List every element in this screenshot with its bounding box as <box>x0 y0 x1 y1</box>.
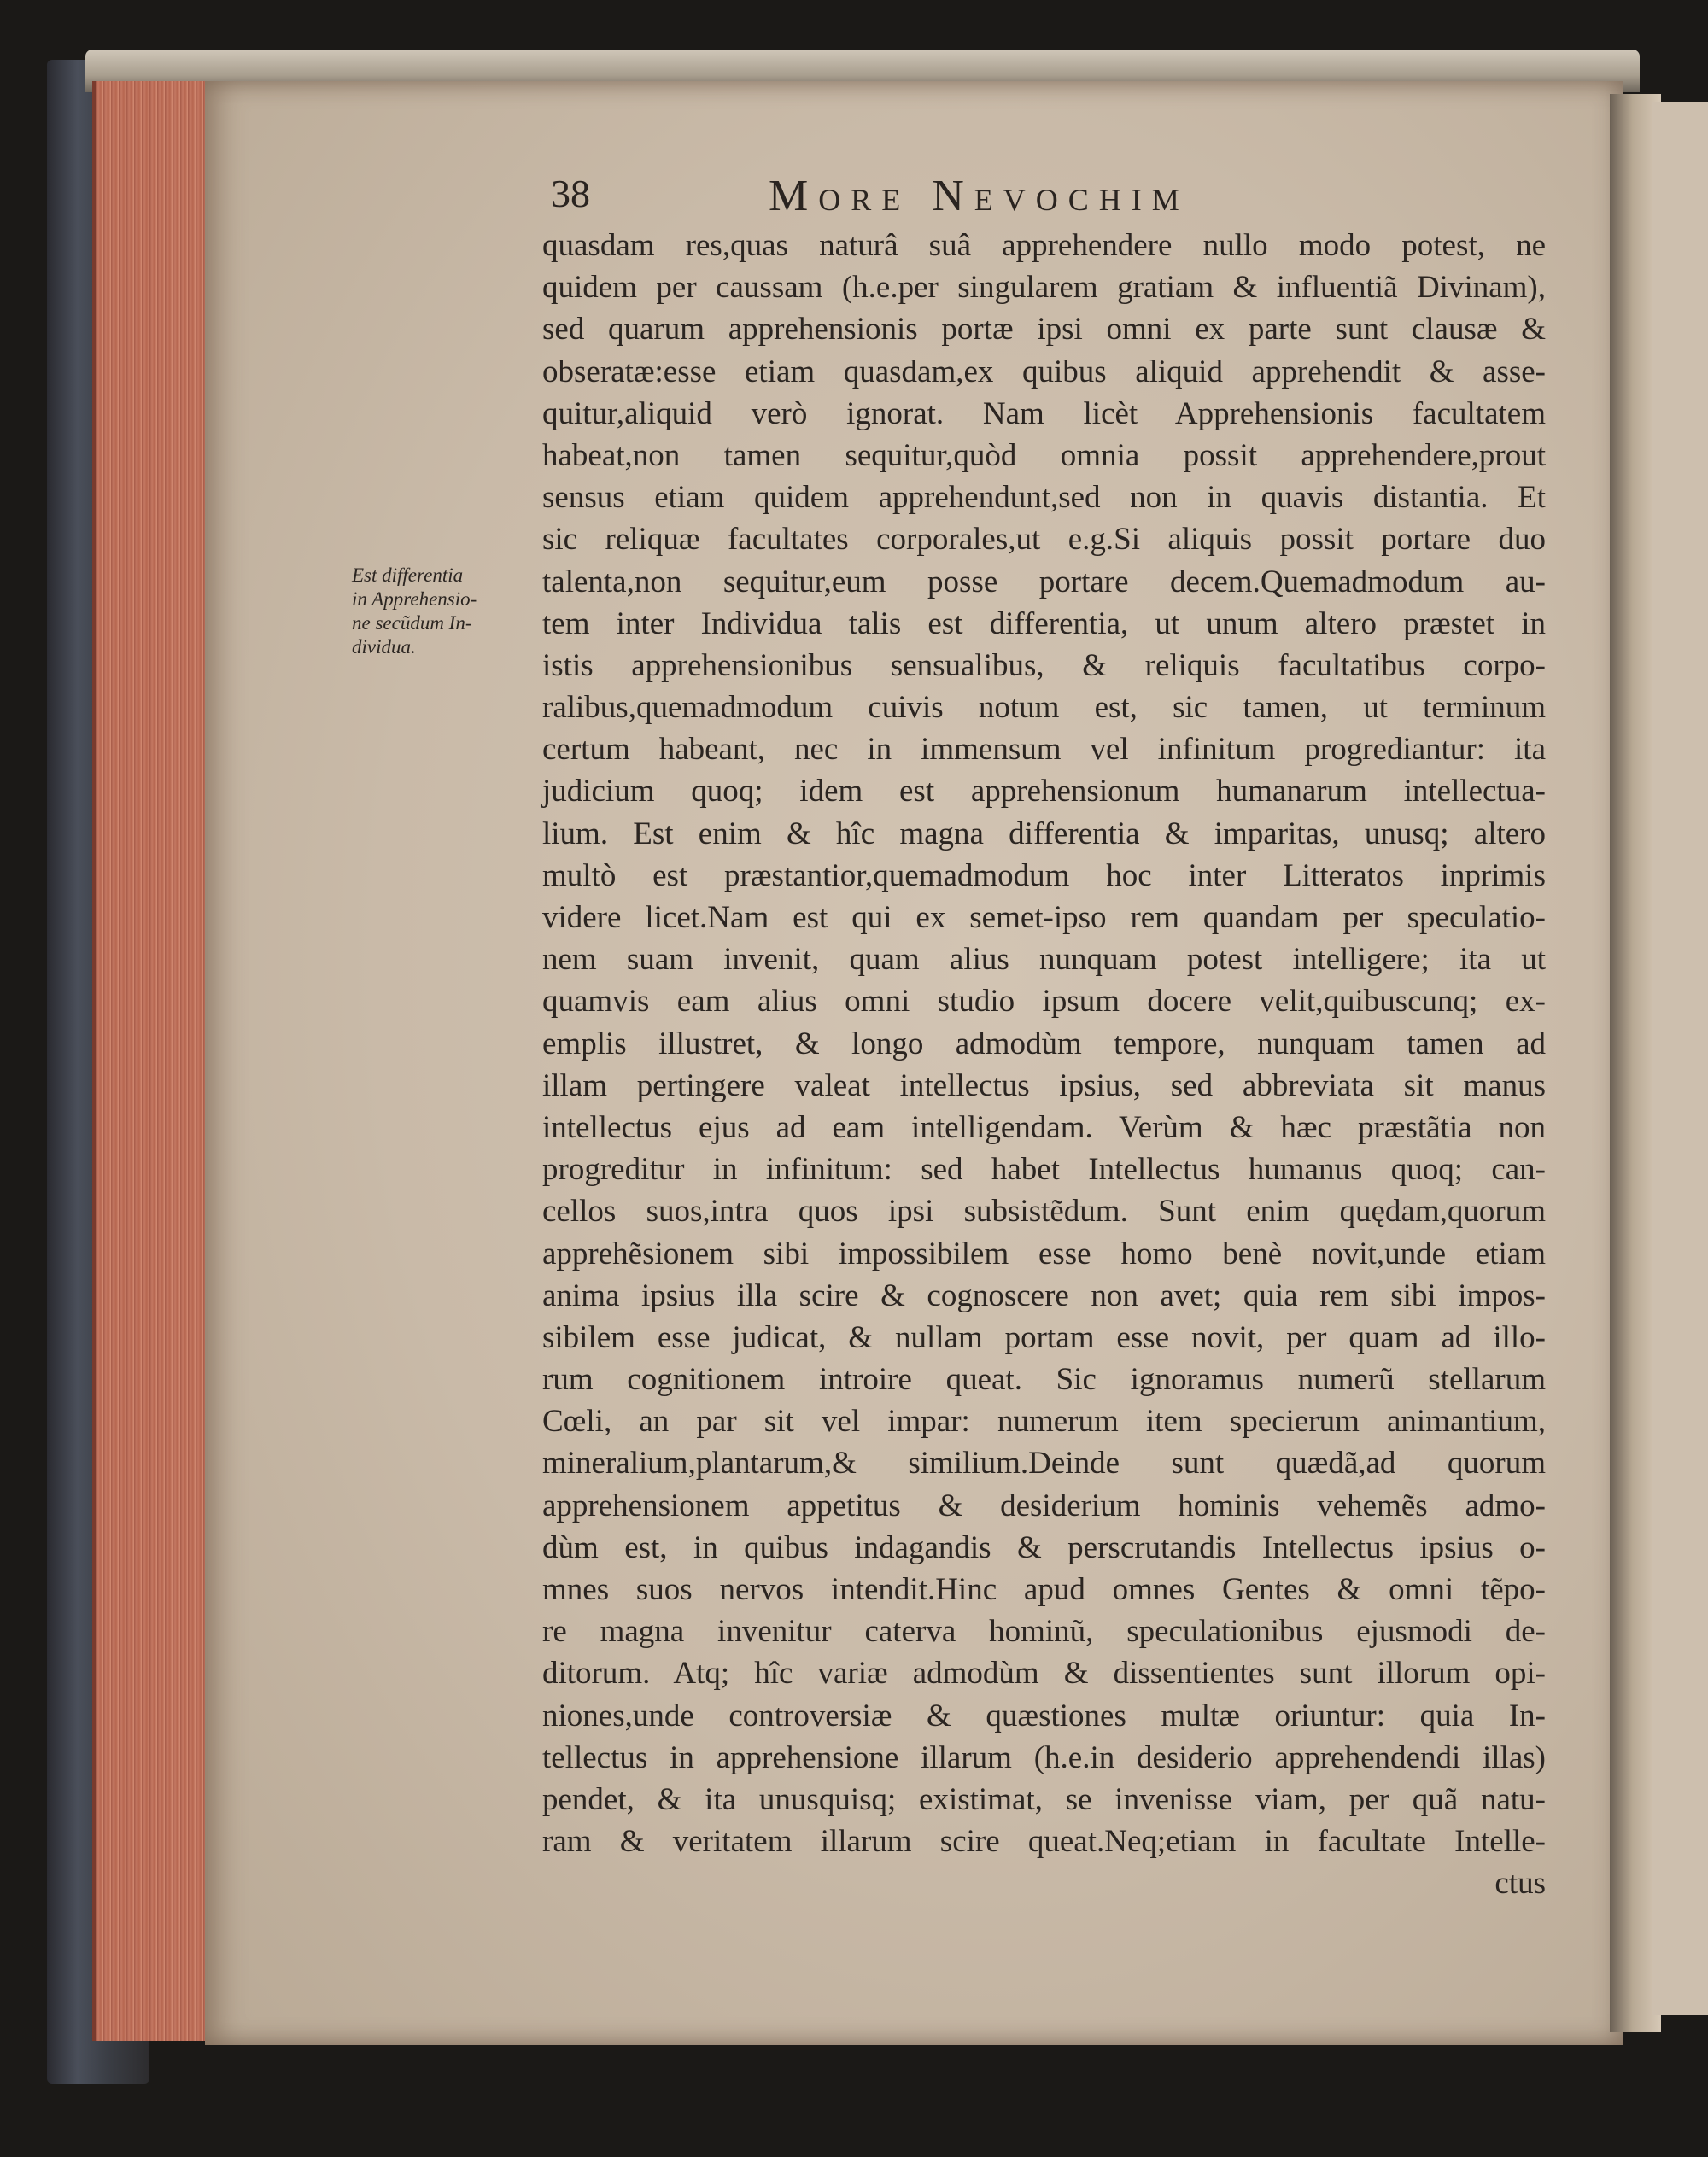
marginal-note-line: Est differentia <box>352 564 464 586</box>
body-text <box>542 225 1546 1905</box>
text-line: certum habeant, nec in immensum vel infinitum progrediantur: ita <box>542 732 1546 768</box>
text-line: sed quarum apprehensionis portæ ipsi omni ex parte sunt clausæ & <box>542 312 1546 348</box>
text-line: videre licet.Nam est qui ex semet-ipso rem quandam per speculatio- <box>542 900 1546 935</box>
text-line: cellos suos,intra quos ipsi subsistẽdum. Sunt enim quędam,quorum <box>542 1194 1546 1230</box>
running-title: More Nevochim <box>769 172 1190 220</box>
catchword: ctus <box>1494 1866 1546 1902</box>
text-line: progreditur in infinitum: sed habet Intellectus humanus quoq; can- <box>542 1152 1546 1188</box>
text-line: mineralium,plantarum,& similium.Deinde sunt quædã,ad quorum <box>542 1446 1546 1482</box>
text-line: multò est præstantior,quemadmodum hoc inter Litteratos inprimis <box>542 857 1546 893</box>
text-line: nem suam invenit, quam alius nunquam potest intelligere; ita ut <box>542 942 1546 978</box>
text-line: niones,unde controversiæ & quæstiones multæ oriuntur: quia In- <box>542 1698 1546 1733</box>
marginal-note <box>352 564 544 659</box>
text-line: mnes suos nervos intendit.Hinc apud omnes Gentes & omni tẽpo- <box>542 1572 1546 1607</box>
text-line: talenta,non sequitur,eum posse portare decem.Quemadmodum au- <box>542 564 1546 599</box>
page-edges <box>92 81 215 2041</box>
text-line: obseratæ:esse etiam quasdam,ex quibus aliquid apprehendit & asse- <box>542 354 1546 389</box>
marginal-note-line: ne secũdum In- <box>352 612 472 634</box>
text-line: Cœli, an par sit vel impar: numerum item specierum animantium, <box>542 1404 1546 1440</box>
text-line: intellectus ejus ad eam intelligendam. Verùm & hæc præstãtia non <box>542 1109 1546 1145</box>
text-line: habeat,non tamen sequitur,quòd omnia possit apprehendere,prout <box>542 437 1546 473</box>
text-line: apprehẽsionem sibi impossibilem esse homo benè novit,unde etiam <box>542 1236 1546 1271</box>
text-line: emplis illustret, & longo admodùm tempore, nunquam tamen ad <box>542 1026 1546 1061</box>
text-line: pendet, & ita unusquisq; existimat, se invenisse viam, per quã natu- <box>542 1781 1546 1817</box>
text-line: lium. Est enim & hîc magna differentia & imparitas, unusq; altero <box>542 815 1546 851</box>
text-line: sibilem esse judicat, & nullam portam esse novit, per quam ad illo- <box>542 1319 1546 1355</box>
text-line: anima ipsius illa scire & cognoscere non avet; quia rem sibi impos- <box>542 1277 1546 1313</box>
page-header <box>551 171 1507 231</box>
text-line: istis apprehensionibus sensualibus, & reliquis facultatibus corpo- <box>542 647 1546 683</box>
text-line: quidem per caussam (h.e.per singularem gratiam & influentiã Divinam), <box>542 270 1546 306</box>
text-line: ditorum. Atq; hîc variæ admodùm & dissentientes sunt illorum opi- <box>542 1656 1546 1692</box>
text-line: judicium quoq; idem est apprehensionum humanarum intellectua- <box>542 774 1546 810</box>
marginal-note-line: in Apprehensio- <box>352 588 477 610</box>
text-line: dùm est, in quibus indagandis & perscrutandis Intellectus ipsius o- <box>542 1529 1546 1565</box>
text-line: sic reliquæ facultates corporales,ut e.g.Si aliquis possit portare duo <box>542 522 1546 558</box>
text-line: ralibus,quemadmodum cuivis notum est, sic tamen, ut terminum <box>542 690 1546 726</box>
text-line: apprehensionem appetitus & desiderium hominis vehemẽs admo- <box>542 1488 1546 1523</box>
page-number: 38 <box>551 172 590 215</box>
facing-page-edge <box>1652 102 1708 2015</box>
text-line: tem inter Individua talis est differentia, ut unum altero præstet in <box>542 605 1546 641</box>
text-line: quamvis eam alius omni studio ipsum docere velit,quibuscunq; ex- <box>542 984 1546 1020</box>
marginal-note-line: dividua. <box>352 636 416 658</box>
text-line: sensus etiam quidem apprehendunt,sed non in quavis distantia. Et <box>542 480 1546 516</box>
text-line: quasdam res,quas naturâ suâ apprehendere nullo modo potest, ne <box>542 228 1546 263</box>
text-line: rum cognitionem introire queat. Sic ignoramus numerũ stellarum <box>542 1362 1546 1398</box>
text-line: illam pertingere valeat intellectus ipsius, sed abbreviata sit manus <box>542 1067 1546 1103</box>
text-line: ram & veritatem illarum scire queat.Neq;etiam in facultate Intelle- <box>542 1824 1546 1860</box>
text-line: tellectus in apprehensione illarum (h.e.in desiderio apprehendendi illas) <box>542 1739 1546 1775</box>
text-line: quitur,aliquid verò ignorat. Nam licèt Apprehensionis facultatem <box>542 395 1546 431</box>
text-line: re magna invenitur caterva hominũ, speculationibus ejusmodi de- <box>542 1614 1546 1650</box>
